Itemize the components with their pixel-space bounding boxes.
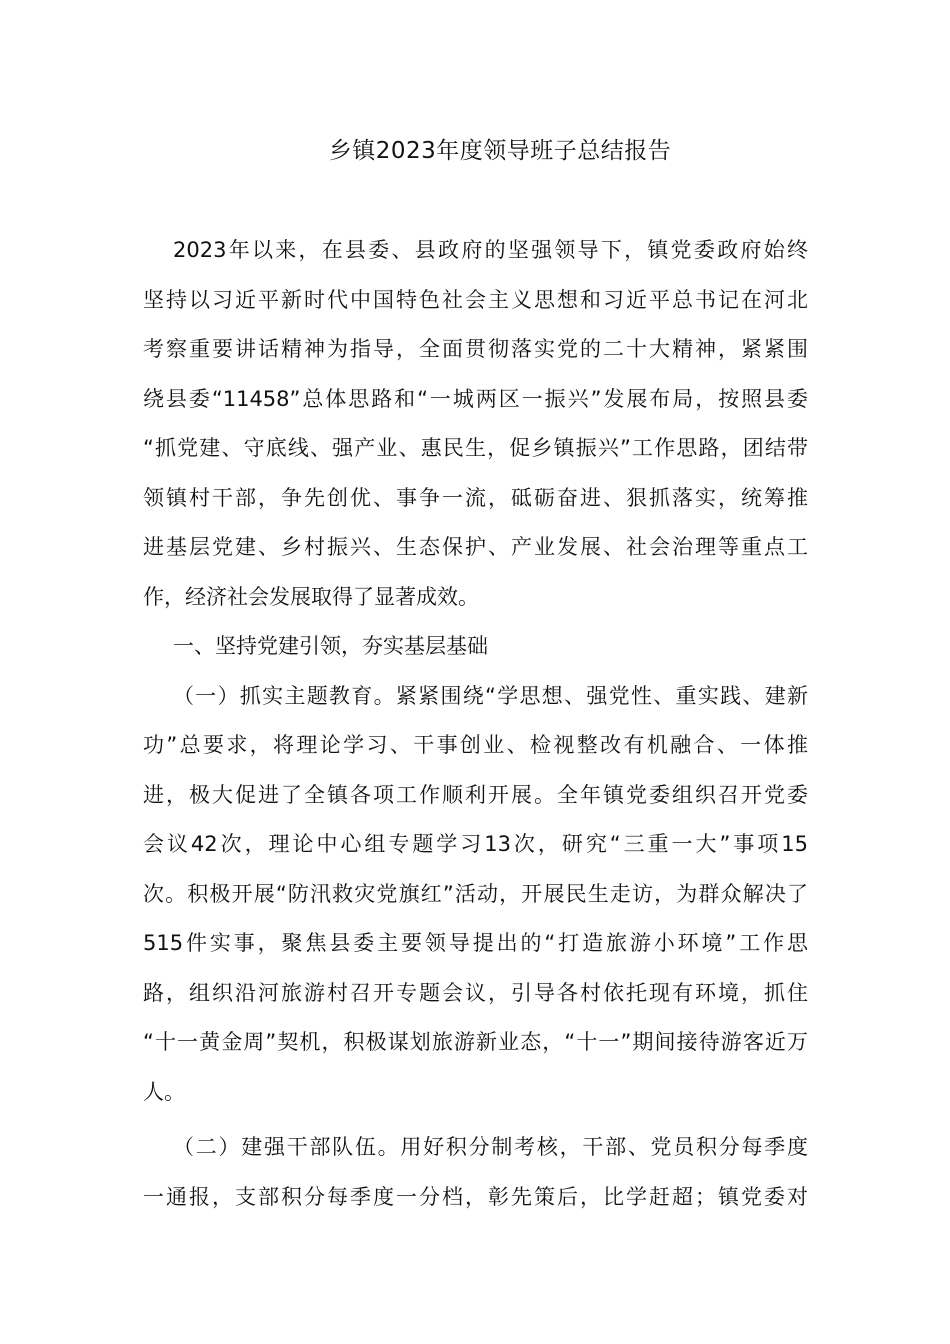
paragraph-line: 绕县委“11458”总体思路和“一城两区一振兴”发展布局，按照县委 bbox=[143, 386, 808, 411]
paragraph-line: 作，经济社会发展取得了显著成效。 bbox=[143, 584, 479, 609]
paragraph-line: 进基层党建、乡村振兴、生态保护、产业发展、社会治理等重点工 bbox=[143, 535, 808, 559]
paragraph-line: 515件实事，聚焦县委主要领导提出的“打造旅游小环境”工作思 bbox=[143, 931, 808, 955]
paragraph-line: （二）建强干部队伍。用好积分制考核，干部、党员积分每季度 bbox=[173, 1135, 808, 1159]
section-heading bbox=[143, 622, 808, 672]
paragraph-section-1-1 bbox=[143, 672, 808, 1118]
paragraph-line: 领镇村干部，争先创优、事争一流，砥砺奋进、狠抓落实，统筹推 bbox=[143, 485, 808, 510]
paragraph-line: 路，组织沿河旅游村召开专题会议，引导各村依托现有环境，抓住 bbox=[143, 980, 808, 1005]
paragraph-intro bbox=[143, 226, 808, 622]
paragraph-line: “十一黄金周”契机，积极谋划旅游新业态，“十一”期间接待游客近万 bbox=[143, 1030, 808, 1054]
paragraph-line: 2023年以来，在县委、县政府的坚强领导下，镇党委政府始终 bbox=[173, 238, 808, 262]
paragraph-line: 一通报，支部积分每季度一分档，彰先策后，比学赶超；镇党委对 bbox=[143, 1184, 808, 1209]
paragraph-line: 考察重要讲话精神为指导，全面贯彻落实党的二十大精神，紧紧围 bbox=[143, 337, 808, 361]
paragraph-line: （一）抓实主题教育。紧紧围绕“学思想、强党性、重实践、建新 bbox=[173, 683, 808, 708]
document-title: 乡镇2023年度领导班子总结报告 bbox=[328, 138, 672, 164]
paragraph-line: “抓党建、守底线、强产业、惠民生，促乡镇振兴”工作思路，团结带 bbox=[143, 436, 808, 460]
document-body bbox=[143, 226, 808, 1222]
paragraph-line: 次。积极开展“防汛救灾党旗红”活动，开展民生走访，为群众解决了 bbox=[143, 881, 808, 906]
paragraph-line: 功”总要求，将理论学习、干事创业、检视整改有机融合、一体推 bbox=[143, 733, 808, 757]
paragraph-line: 进，极大促进了全镇各项工作顺利开展。全年镇党委组织召开党委 bbox=[143, 782, 808, 807]
heading-line: 一、坚持党建引领，夯实基层基础 bbox=[173, 634, 488, 658]
paragraph-section-1-2 bbox=[143, 1123, 808, 1222]
paragraph-line: 人。 bbox=[143, 1079, 185, 1104]
paragraph-line: 坚持以习近平新时代中国特色社会主义思想和习近平总书记在河北 bbox=[143, 287, 808, 312]
paragraph-line: 会议42次，理论中心组专题学习13次，研究“三重一大”事项15 bbox=[143, 832, 808, 856]
